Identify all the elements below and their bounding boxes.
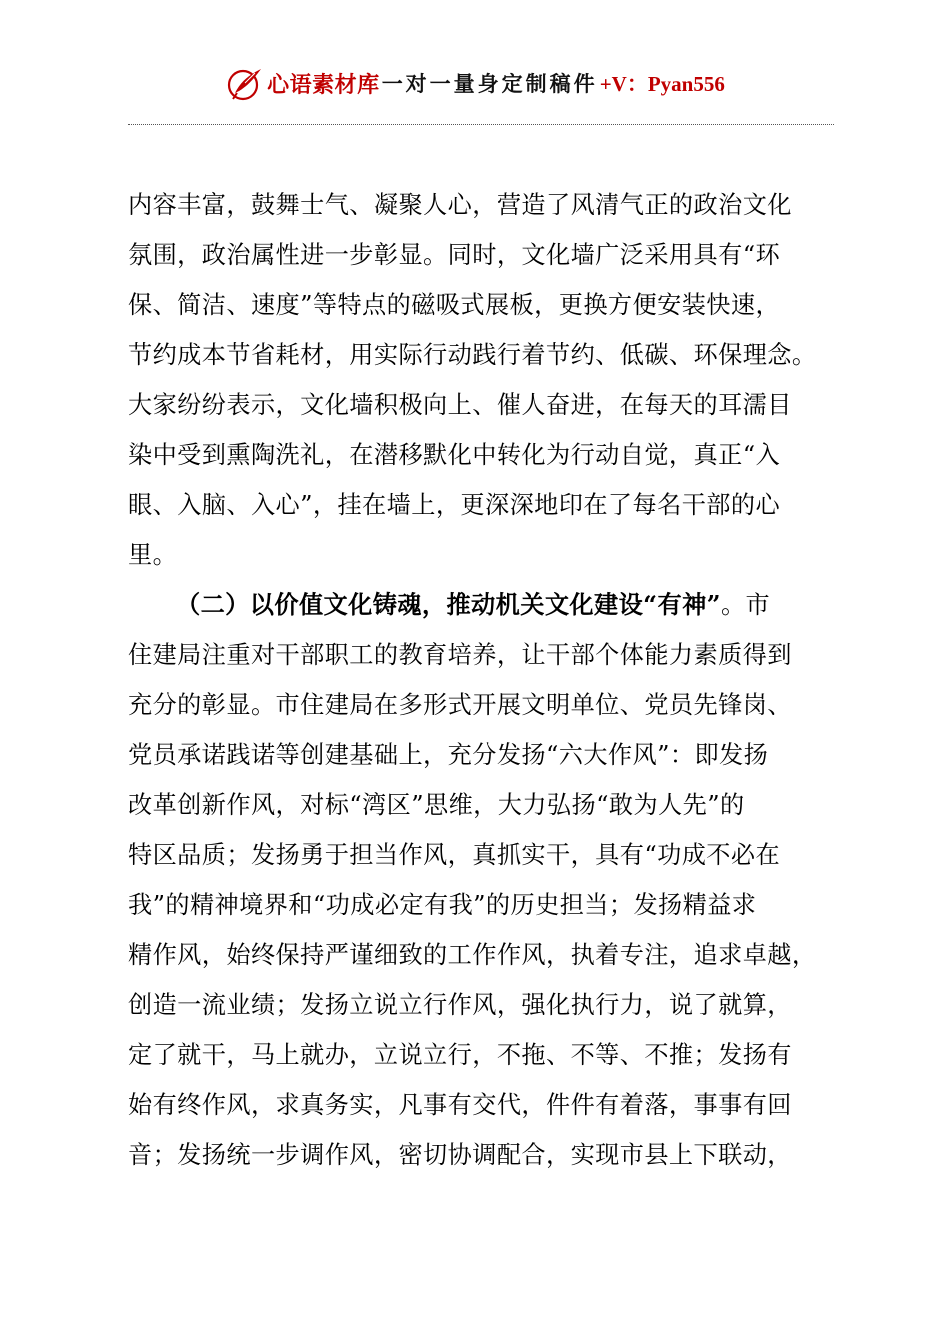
header-banner xyxy=(225,63,725,103)
body-line: 节约成本节省耗材，用实际行动践行着节约、低碳、环保理念。 xyxy=(128,341,817,369)
body-line: 里。 xyxy=(128,541,178,569)
brand-name: 心语素材库 xyxy=(267,71,380,98)
body-line: 染中受到熏陶洗礼，在潜移默化中转化为行动自觉，真正“入 xyxy=(128,441,781,469)
body-line: 氛围，政治属性进一步彰显。同时，文化墙广泛采用具有“环 xyxy=(128,241,781,269)
section-line: 住建局注重对干部职工的教育培养，让干部个体能力素质得到 xyxy=(128,641,792,669)
section-line: 始有终作风，求真务实，凡事有交代，件件有着落，事事有回 xyxy=(128,1091,792,1119)
body-line: 大家纷纷表示，文化墙积极向上、催人奋进，在每天的耳濡目 xyxy=(128,391,792,419)
body-line: 内容丰富，鼓舞士气、凝聚人心，营造了风清气正的政治文化 xyxy=(128,191,792,219)
section-first-line-rest: 。市 xyxy=(720,591,771,619)
section-first-line xyxy=(128,580,818,630)
section-line: 定了就干，马上就办，立说立行，不拖、不等、不推；发扬有 xyxy=(128,1041,792,1069)
section-line: 充分的彰显。市住建局在多形式开展文明单位、党员先锋岗、 xyxy=(128,691,792,719)
header-divider xyxy=(128,124,834,125)
section-heading: （二）以价值文化铸魂，推动机关文化建设“有神” xyxy=(176,590,721,619)
body-line: 眼、入脑、入心”，挂在墙上，更深深地印在了每名干部的心 xyxy=(128,491,781,519)
document-body xyxy=(128,180,818,1180)
section-line: 党员承诺践诺等创建基础上，充分发扬“六大作风”：即发扬 xyxy=(128,741,769,769)
section-line: 我”的精神境界和“功成必定有我”的历史担当；发扬精益求 xyxy=(128,891,757,919)
section-line: 精作风，始终保持严谨细致的工作作风，执着专注，追求卓越， xyxy=(128,941,817,969)
header-contact: +V：Pyan556 xyxy=(599,72,725,96)
quill-pen-logo-icon xyxy=(225,63,265,103)
section-line: 特区品质；发扬勇于担当作风，真抓实干，具有“功成不必在 xyxy=(128,841,781,869)
section-line: 创造一流业绩；发扬立说立行作风，强化执行力，说了就算， xyxy=(128,991,792,1019)
section-line: 改革创新作风，对标“湾区”思维，大力弘扬“敢为人先”的 xyxy=(128,791,745,819)
body-line: 保、简洁、速度”等特点的磁吸式展板，更换方便安装快速， xyxy=(128,291,781,319)
section-line: 音；发扬统一步调作风，密切协调配合，实现市县上下联动， xyxy=(128,1141,792,1169)
page-header xyxy=(0,58,950,108)
header-slogan: 一对一量身定制稿件 xyxy=(381,71,598,96)
